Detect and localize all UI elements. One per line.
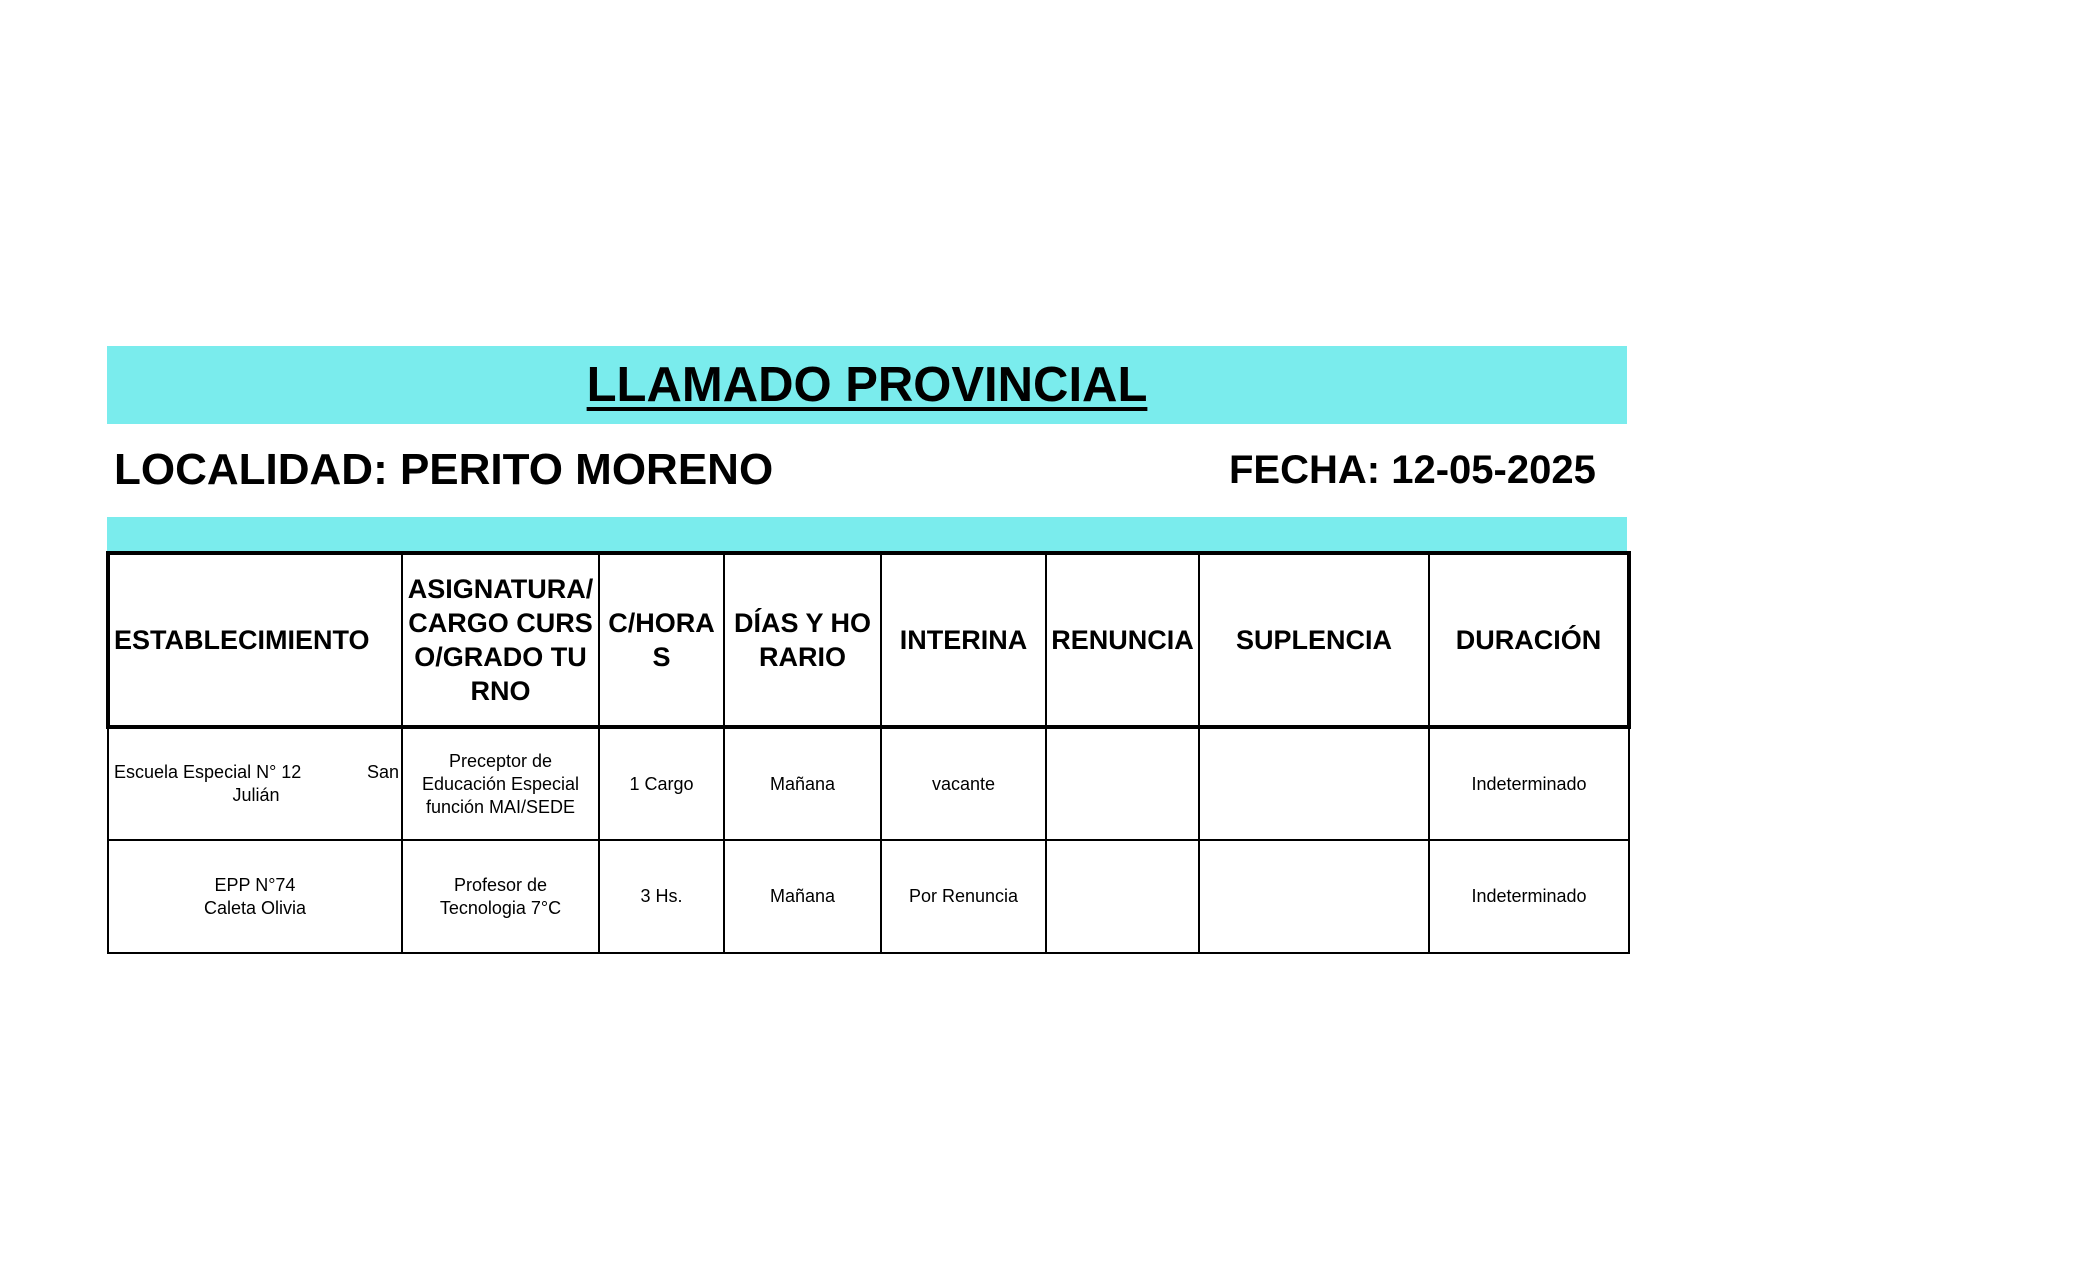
asignatura-line: Educación Especial xyxy=(421,773,580,794)
cell-asignatura xyxy=(402,727,599,840)
column-header-suplencia: SUPLENCIA xyxy=(1199,553,1429,727)
cell-asignatura xyxy=(402,840,599,953)
column-header-asignatura: ASIGNATURA/ CARGO CURSO/GRADO TURNO xyxy=(402,553,599,727)
asignatura-line: función MAI/SEDE xyxy=(425,796,576,817)
establecimiento-city-rest: Julián xyxy=(232,785,280,805)
establecimiento-line: EPP N°74 xyxy=(214,874,296,895)
asignatura-line: Tecnologia 7°C xyxy=(439,897,562,918)
column-header-establecimiento: ESTABLECIMIENTO xyxy=(108,553,402,727)
localidad-label: LOCALIDAD: PERITO MORENO xyxy=(114,445,774,494)
cell-renuncia xyxy=(1046,840,1199,953)
cell-c-horas: 1 Cargo xyxy=(599,727,724,840)
cell-dias-horario: Mañana xyxy=(724,840,881,953)
column-header-duracion: DURACIÓN xyxy=(1429,553,1629,727)
table-header-row xyxy=(108,553,1629,727)
cell-establecimiento xyxy=(108,840,402,953)
column-header-interina: INTERINA xyxy=(881,553,1046,727)
table-row xyxy=(108,840,1629,953)
cell-duracion: Indeterminado xyxy=(1429,840,1629,953)
cell-renuncia xyxy=(1046,727,1199,840)
llamado-table xyxy=(106,551,1631,954)
asignatura-line: Preceptor de xyxy=(448,750,553,771)
establecimiento-line xyxy=(113,761,399,784)
cell-suplencia xyxy=(1199,727,1429,840)
column-header-renuncia: RENUNCIA xyxy=(1046,553,1199,727)
establecimiento-name: Escuela Especial N° 12 xyxy=(114,762,302,782)
page-title: LLAMADO PROVINCIAL xyxy=(586,358,1148,412)
cell-duracion: Indeterminado xyxy=(1429,727,1629,840)
cell-interina: Por Renuncia xyxy=(881,840,1046,953)
cell-suplencia xyxy=(1199,840,1429,953)
separator-band xyxy=(107,517,1627,551)
cell-dias-horario: Mañana xyxy=(724,727,881,840)
column-header-dias-horario: DÍAS Y HORARIO xyxy=(724,553,881,727)
asignatura-line: Profesor de xyxy=(453,874,548,895)
table-row xyxy=(108,727,1629,840)
fecha-label: FECHA: 12-05-2025 xyxy=(1229,448,1596,492)
title-band xyxy=(107,346,1627,424)
cell-establecimiento xyxy=(108,727,402,840)
establecimiento-city-part: San xyxy=(366,762,399,782)
establecimiento-line: Caleta Olivia xyxy=(203,897,307,918)
column-header-c-horas: C/HORAS xyxy=(599,553,724,727)
cell-c-horas: 3 Hs. xyxy=(599,840,724,953)
cell-interina: vacante xyxy=(881,727,1046,840)
